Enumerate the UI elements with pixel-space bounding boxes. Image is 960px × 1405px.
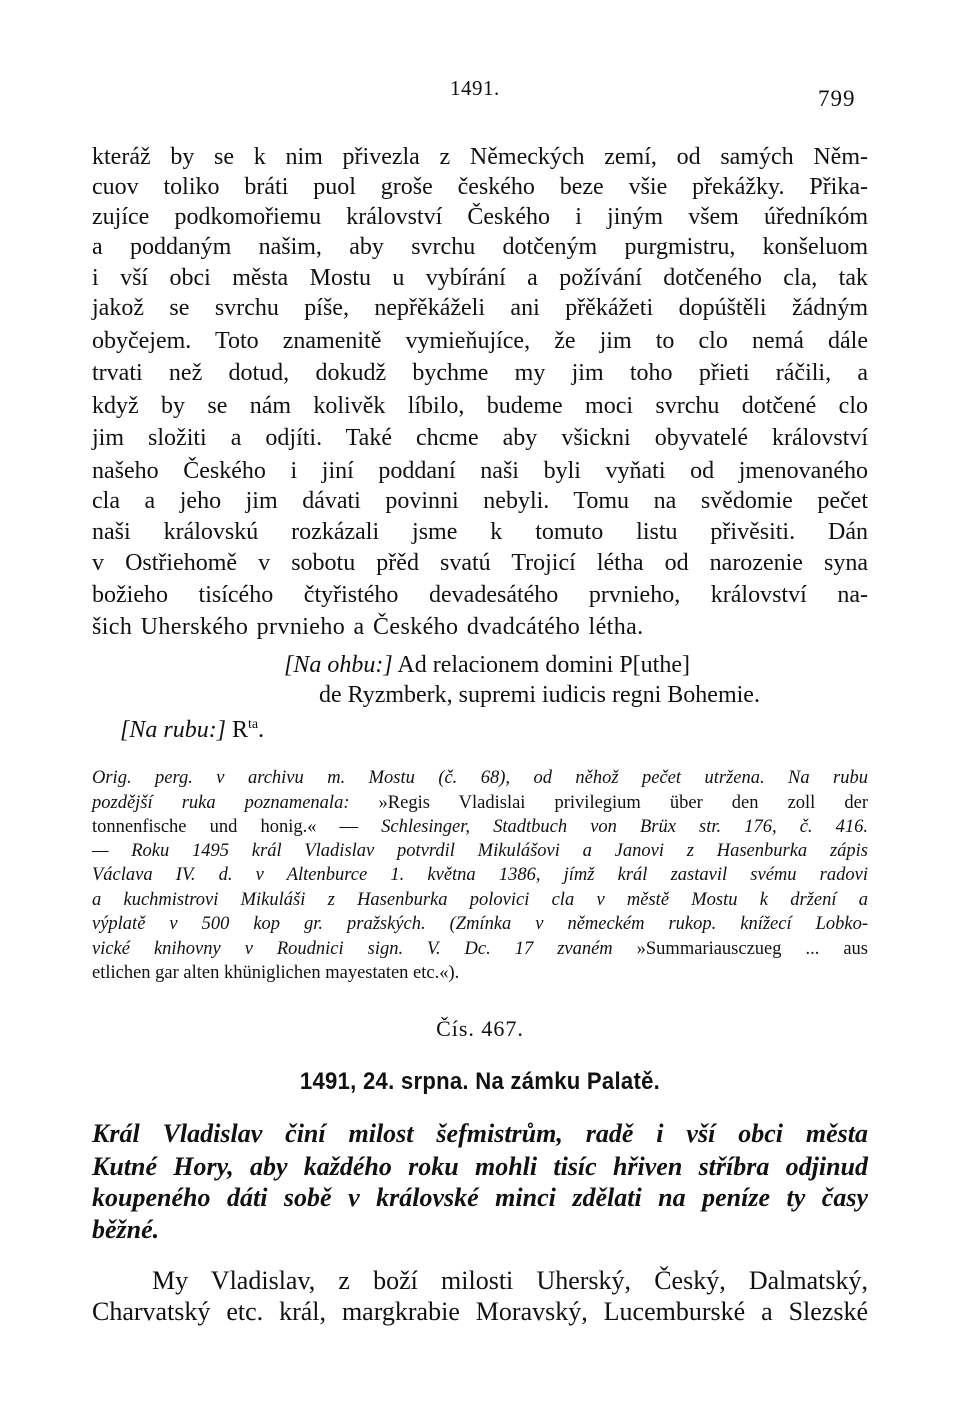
page-number: 799 [818, 86, 856, 111]
back-end: . [258, 717, 265, 743]
text-line: trvati než dotud, dokudž bychme my jim toho přieti ráčili, a [92, 360, 868, 386]
back-note [120, 710, 420, 745]
regest-line: koupeného dáti sobě v královské minci zdělati na peníze ty časy [92, 1183, 868, 1212]
text-line: zujíce podkomořiemu království Českého i jiným všem úředníkóm [92, 204, 868, 230]
note-line [92, 766, 868, 790]
text-line: cla a jeho jim dávati povinni nebyli. Tomu na svědomie pečet [92, 488, 868, 514]
note-run: výplatě v 500 kop gr. pražských. (Zmínka v německém rukop. knížecí Lobko- [92, 914, 868, 934]
note-run: »Summariausczueg ... aus [636, 939, 868, 959]
text-line: šich Uherského prvnieho a Českého dvadcátého létha. [92, 614, 644, 640]
body-line: My Vladislav, z boží milosti Uherský, Český, Dalmatský, [152, 1266, 868, 1295]
note-run: »Regis Vladislai privilegium über den zoll der [378, 793, 868, 813]
fold-label: [Na ohbu:] [284, 652, 393, 678]
body-line: Charvatský etc. král, margkrabie Moravský, Lucemburské a Slezské [92, 1297, 868, 1326]
text-line: našeho Českého i jiní poddaní naši byli vyňati od jmenovaného [92, 458, 868, 484]
regest-line: Král Vladislav činí milost šefmistrům, radě i vší obci města [92, 1119, 868, 1148]
note-line [92, 888, 868, 912]
document-heading: 1491, 24. srpna. Na zámku Palatě. [299, 1068, 661, 1095]
note-line [92, 961, 868, 985]
text-line: a poddaným našim, aby svrchu dotčeným purgmistru, konšeluom [92, 234, 868, 260]
note-run: a kuchmistrovi Mikuláši z Hasenburka polovici cla v městě Mostu k držení a [92, 890, 868, 910]
text-line: naši královskú rozkázali jsme k tomuto listu přivěsiti. Dán [92, 519, 868, 545]
text-line: cuov toliko bráti puol groše českého beze všie překážky. Přika- [92, 174, 868, 200]
text-line: i vší obci města Mostu u vybírání a požívání dotčeného cla, tak [92, 265, 868, 291]
text-line: když by se nám kolivěk líbilo, budeme moci svrchu dotčené clo [92, 393, 868, 419]
regest-line: běžné. [92, 1215, 160, 1244]
note-run: tonnenfische und honig.« — [92, 817, 382, 837]
text-line: v Ostřiehomě v sobotu přěd svatú Trojicí létha od narozenie syna [92, 550, 868, 576]
note-run: vické knihovny v Roudnici sign. V. Dc. 17 zvaném [92, 939, 637, 959]
back-superscript: ta [248, 717, 259, 732]
text-line: obyčejem. Toto znamenitě vymieňujíce, že jim to clo nemá dále [92, 328, 868, 354]
note-run: Schlesinger, Stadtbuch von Brüx str. 176, č. 416. [381, 817, 868, 837]
regest-line: Kutné Hory, aby každého roku mohli tisíc hřiven stříbra odjinud [92, 1152, 868, 1181]
document-number: Čís. 467. [436, 1016, 524, 1041]
note-run: Václava IV. d. v Altenburce 1. května 1386, jímž král zastavil svému radovi [92, 865, 868, 885]
fold-text: Ad relacionem domini P[uthe] [397, 652, 690, 678]
text-line: jim složiti a odjíti. Také chcme aby všickni obyvatelé království [92, 425, 868, 451]
note-line [92, 791, 868, 815]
text-line: jakož se svrchu píše, nepřěkáželi ani přěkážeti dopúštěli žádným [92, 295, 868, 321]
note-run: etlichen gar alten khüniglichen mayestaten etc.«). [92, 963, 460, 983]
text-line: kteráž by se k nim přivezla z Německých zemí, od samých Něm- [92, 144, 868, 170]
note-run: — Roku 1495 král Vladislav potvrdil Mikulášovi a Janovi z Hasenburka zápis [92, 841, 868, 861]
fold-note [284, 650, 874, 680]
note-line [92, 815, 868, 839]
running-header-year: 1491. [450, 76, 500, 100]
note-line [92, 912, 868, 936]
back-text: R [232, 717, 249, 743]
back-label: [Na rubu:] [120, 717, 227, 743]
note-line [92, 839, 868, 863]
text-line: božieho tisícého čtyřistého devadesátého prvnieho, království na- [92, 582, 868, 608]
note-line [92, 863, 868, 887]
note-run: Orig. perg. v archivu m. Mostu (č. 68), od něhož pečet utržena. Na rubu [92, 768, 868, 788]
note-run: pozdější ruka poznamenala: [92, 793, 379, 813]
fold-text-continued: de Ryzmberk, supremi iudicis regni Bohemie. [319, 682, 760, 708]
note-line [92, 937, 868, 961]
